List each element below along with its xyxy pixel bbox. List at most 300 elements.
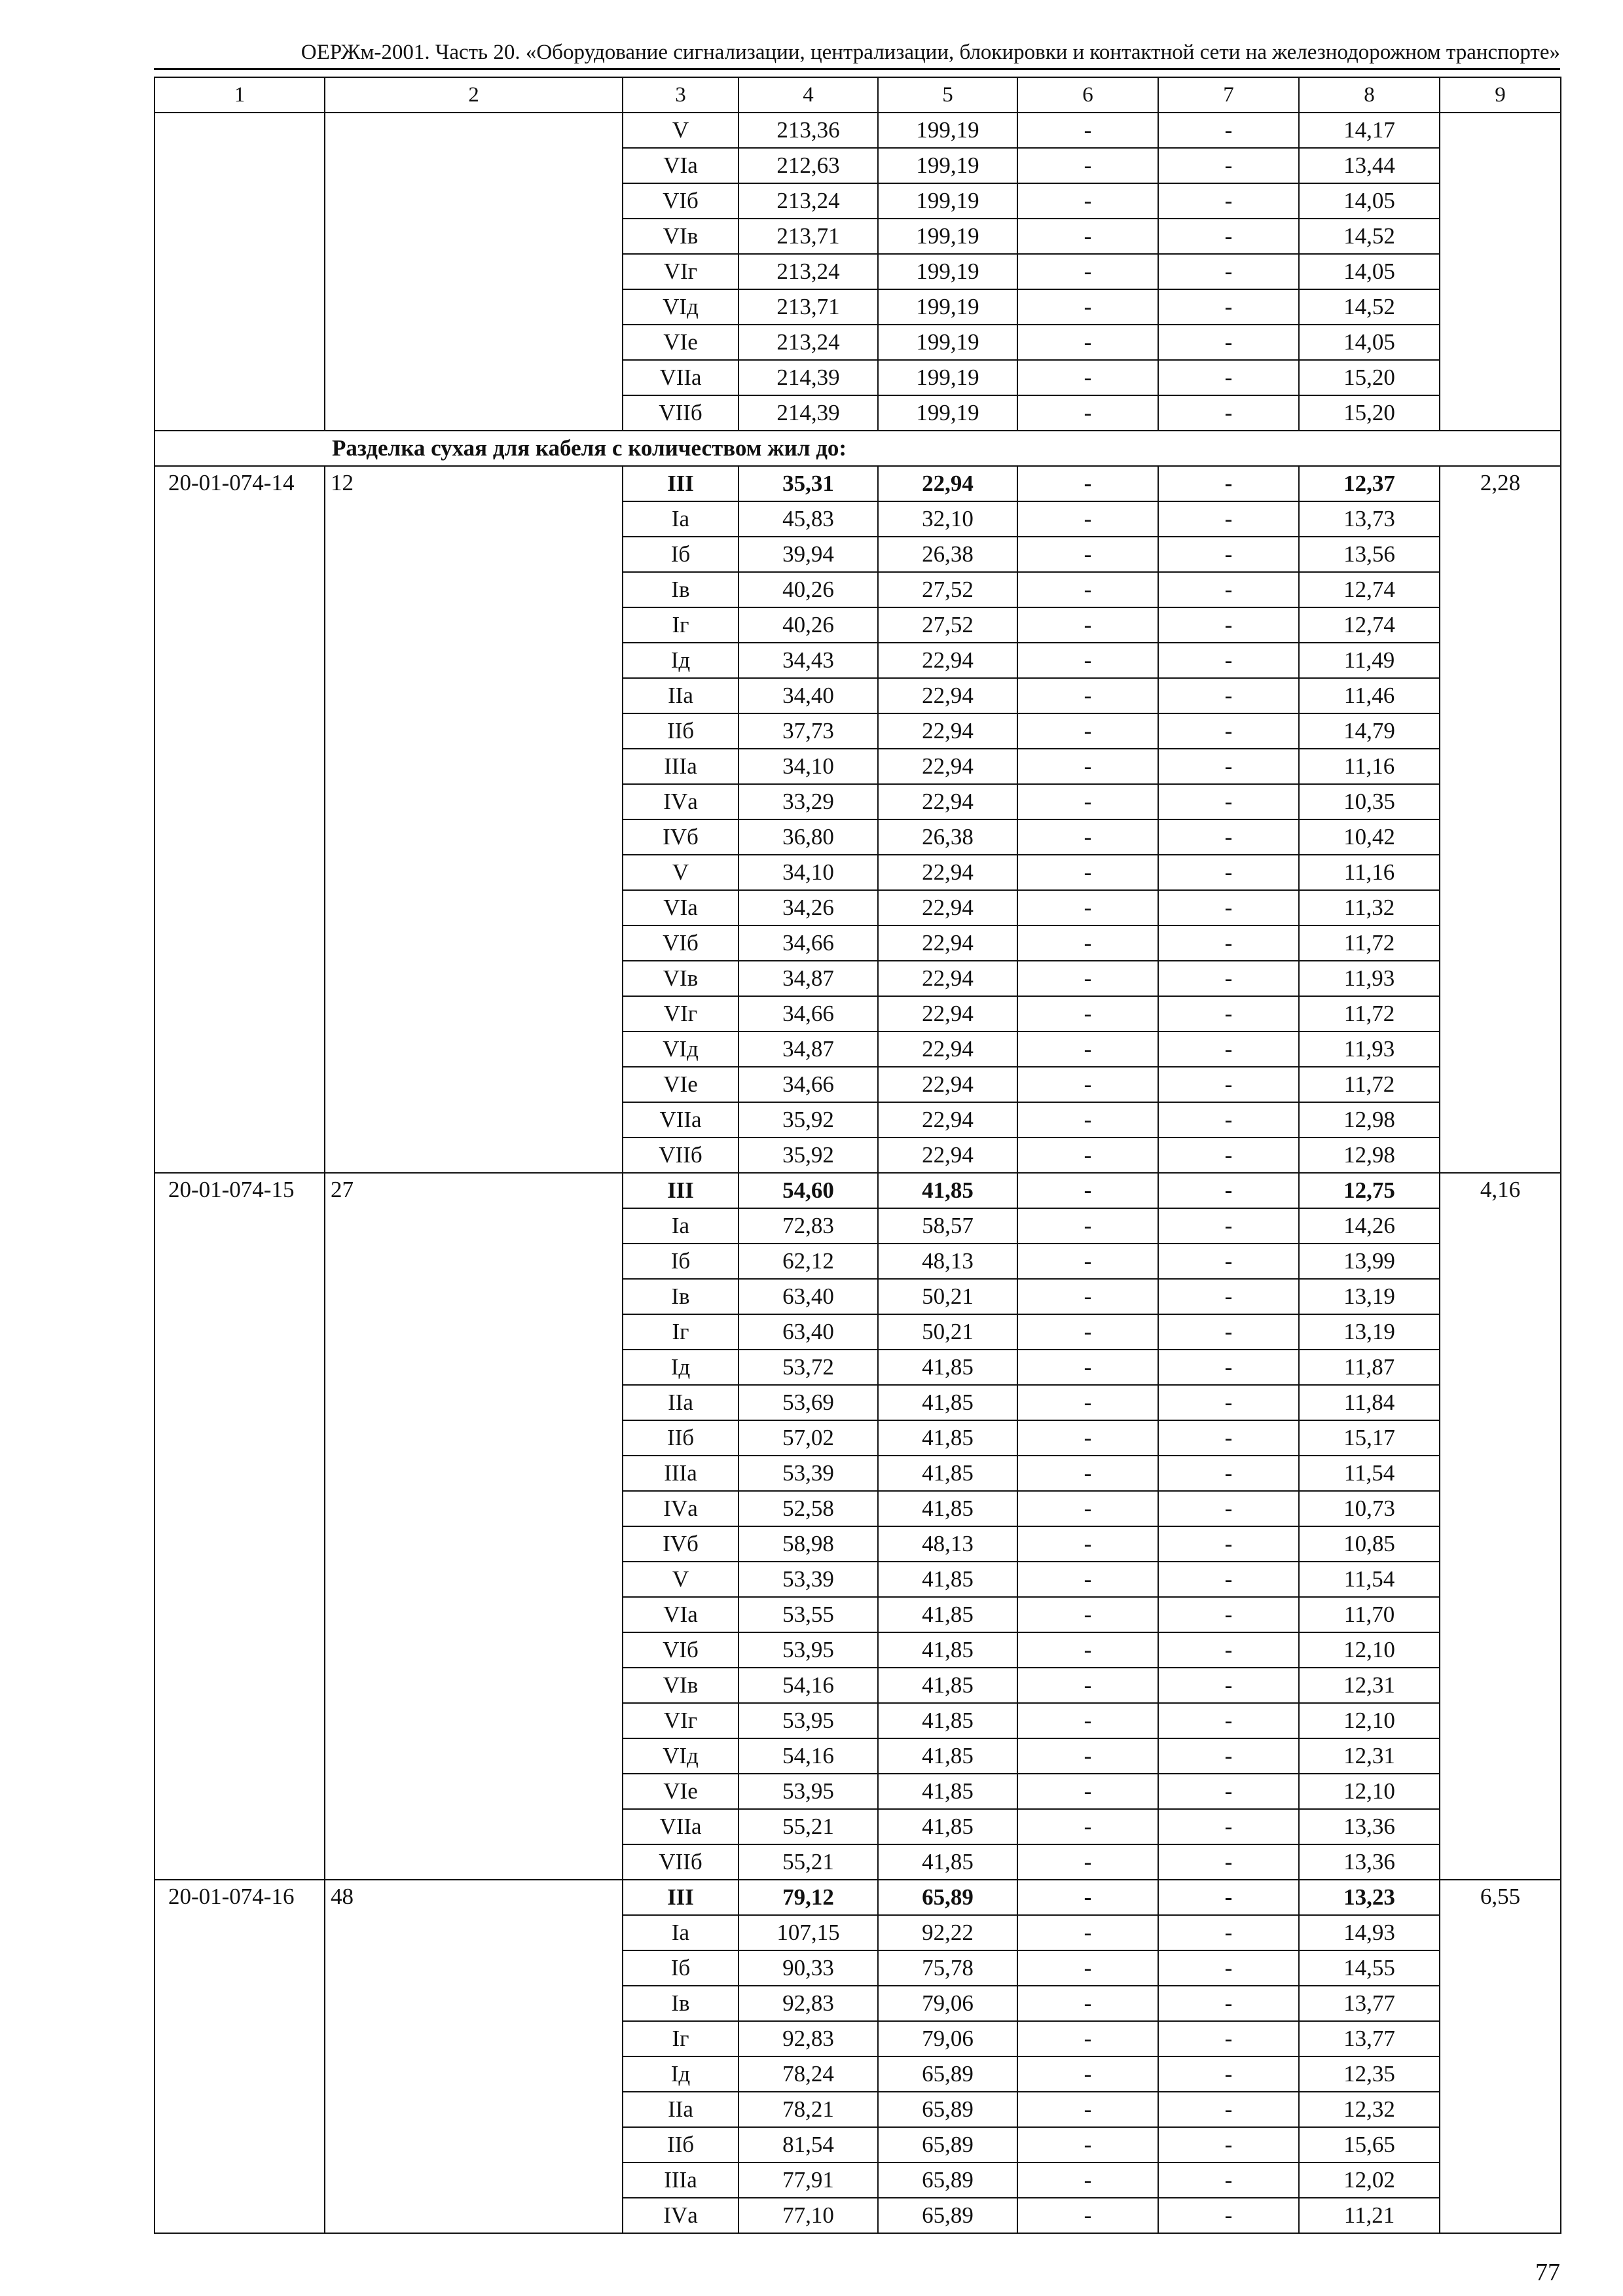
col8-value: 14,52 bbox=[1299, 289, 1440, 325]
column-number: 3 bbox=[623, 77, 739, 113]
col4-value: 39,94 bbox=[739, 537, 878, 572]
col6-value: - bbox=[1017, 678, 1158, 713]
col8-value: 12,35 bbox=[1299, 2056, 1440, 2092]
table-body bbox=[155, 77, 1561, 2233]
col4-value: 54,16 bbox=[739, 1738, 878, 1774]
col8-value: 14,26 bbox=[1299, 1208, 1440, 1244]
col6-value: - bbox=[1017, 1844, 1158, 1880]
item-quantity: 27 bbox=[325, 1173, 623, 1880]
zone-cell: VIе bbox=[623, 1067, 739, 1102]
col4-value: 53,72 bbox=[739, 1350, 878, 1385]
col5-value: 79,06 bbox=[878, 2021, 1017, 2056]
col6-value: - bbox=[1017, 1279, 1158, 1314]
col7-value: - bbox=[1158, 254, 1299, 289]
table-row bbox=[155, 1880, 1561, 1915]
blank-code-cell bbox=[155, 113, 325, 431]
col5-value: 65,89 bbox=[878, 2056, 1017, 2092]
col6-value: - bbox=[1017, 890, 1158, 925]
col8-value: 11,54 bbox=[1299, 1562, 1440, 1597]
col8-value: 11,72 bbox=[1299, 1067, 1440, 1102]
col4-value: 53,69 bbox=[739, 1385, 878, 1420]
col6-value: - bbox=[1017, 749, 1158, 784]
col7-value: - bbox=[1158, 1632, 1299, 1668]
zone-cell: IIа bbox=[623, 1385, 739, 1420]
col5-value: 22,94 bbox=[878, 784, 1017, 819]
col4-value: 34,66 bbox=[739, 1067, 878, 1102]
col7-value: - bbox=[1158, 1844, 1299, 1880]
col4-value: 212,63 bbox=[739, 148, 878, 183]
col4-value: 77,10 bbox=[739, 2198, 878, 2233]
col7-value: - bbox=[1158, 2092, 1299, 2127]
col8-value: 11,54 bbox=[1299, 1456, 1440, 1491]
col7-value: - bbox=[1158, 1102, 1299, 1138]
col8-value: 12,32 bbox=[1299, 2092, 1440, 2127]
zone-cell: VIIб bbox=[623, 1844, 739, 1880]
col8-value: 15,17 bbox=[1299, 1420, 1440, 1456]
col6-value: - bbox=[1017, 1915, 1158, 1950]
col8-value: 11,93 bbox=[1299, 1031, 1440, 1067]
col7-value: - bbox=[1158, 1986, 1299, 2021]
col5-value: 41,85 bbox=[878, 1844, 1017, 1880]
col6-value: - bbox=[1017, 289, 1158, 325]
col5-value: 92,22 bbox=[878, 1915, 1017, 1950]
col6-value: - bbox=[1017, 1208, 1158, 1244]
col7-value: - bbox=[1158, 1491, 1299, 1526]
col8-value: 15,20 bbox=[1299, 395, 1440, 431]
col4-value: 92,83 bbox=[739, 2021, 878, 2056]
zone-cell: III bbox=[623, 1880, 739, 1915]
col4-value: 53,39 bbox=[739, 1456, 878, 1491]
col5-value: 75,78 bbox=[878, 1950, 1017, 1986]
col8-value: 13,77 bbox=[1299, 1986, 1440, 2021]
col4-value: 35,92 bbox=[739, 1138, 878, 1173]
col6-value: - bbox=[1017, 2198, 1158, 2233]
col8-value: 10,85 bbox=[1299, 1526, 1440, 1562]
col8-value: 14,17 bbox=[1299, 113, 1440, 148]
blank-col9-cell bbox=[1440, 113, 1561, 431]
col8-value: 12,74 bbox=[1299, 607, 1440, 643]
zone-cell: IIб bbox=[623, 713, 739, 749]
zone-cell: IVа bbox=[623, 2198, 739, 2233]
zone-cell: VIд bbox=[623, 1738, 739, 1774]
col8-value: 13,36 bbox=[1299, 1809, 1440, 1844]
page-number: 77 bbox=[1535, 2259, 1560, 2286]
col8-value: 13,99 bbox=[1299, 1244, 1440, 1279]
col4-value: 55,21 bbox=[739, 1809, 878, 1844]
col6-value: - bbox=[1017, 1774, 1158, 1809]
zone-cell: Iа bbox=[623, 1208, 739, 1244]
col6-value: - bbox=[1017, 996, 1158, 1031]
col7-value: - bbox=[1158, 1350, 1299, 1385]
col4-value: 40,26 bbox=[739, 607, 878, 643]
zone-cell: VIе bbox=[623, 325, 739, 360]
col5-value: 22,94 bbox=[878, 996, 1017, 1031]
col6-value: - bbox=[1017, 2021, 1158, 2056]
col4-value: 36,80 bbox=[739, 819, 878, 855]
col7-value: - bbox=[1158, 113, 1299, 148]
col8-value: 12,98 bbox=[1299, 1138, 1440, 1173]
col5-value: 41,85 bbox=[878, 1420, 1017, 1456]
zone-cell: Iа bbox=[623, 1915, 739, 1950]
col8-value: 11,49 bbox=[1299, 643, 1440, 678]
col6-value: - bbox=[1017, 148, 1158, 183]
col4-value: 53,95 bbox=[739, 1632, 878, 1668]
col7-value: - bbox=[1158, 1138, 1299, 1173]
col4-value: 35,31 bbox=[739, 466, 878, 501]
col7-value: - bbox=[1158, 395, 1299, 431]
col7-value: - bbox=[1158, 855, 1299, 890]
col8-value: 14,05 bbox=[1299, 325, 1440, 360]
col5-value: 41,85 bbox=[878, 1668, 1017, 1703]
col7-value: - bbox=[1158, 1208, 1299, 1244]
zone-cell: Iг bbox=[623, 1314, 739, 1350]
col7-value: - bbox=[1158, 1738, 1299, 1774]
zone-cell: VIв bbox=[623, 1668, 739, 1703]
col6-value: - bbox=[1017, 1102, 1158, 1138]
col4-value: 52,58 bbox=[739, 1491, 878, 1526]
col5-value: 199,19 bbox=[878, 254, 1017, 289]
zone-cell: Iв bbox=[623, 1279, 739, 1314]
col6-value: - bbox=[1017, 643, 1158, 678]
column-number: 6 bbox=[1017, 77, 1158, 113]
col6-value: - bbox=[1017, 1950, 1158, 1986]
col4-value: 72,83 bbox=[739, 1208, 878, 1244]
column-number: 7 bbox=[1158, 77, 1299, 113]
col5-value: 22,94 bbox=[878, 678, 1017, 713]
col5-value: 22,94 bbox=[878, 1031, 1017, 1067]
zone-cell: VIг bbox=[623, 254, 739, 289]
col4-value: 53,95 bbox=[739, 1703, 878, 1738]
col8-value: 10,73 bbox=[1299, 1491, 1440, 1526]
col6-value: - bbox=[1017, 855, 1158, 890]
col8-value: 11,46 bbox=[1299, 678, 1440, 713]
table-row bbox=[155, 1173, 1561, 1208]
item-quantity: 12 bbox=[325, 466, 623, 1173]
col8-value: 14,79 bbox=[1299, 713, 1440, 749]
col7-value: - bbox=[1158, 1562, 1299, 1597]
col5-value: 48,13 bbox=[878, 1244, 1017, 1279]
col7-value: - bbox=[1158, 2162, 1299, 2198]
col4-value: 34,66 bbox=[739, 996, 878, 1031]
col7-value: - bbox=[1158, 1456, 1299, 1491]
col8-value: 12,10 bbox=[1299, 1703, 1440, 1738]
col7-value: - bbox=[1158, 1314, 1299, 1350]
col7-value: - bbox=[1158, 1420, 1299, 1456]
zone-cell: Iг bbox=[623, 2021, 739, 2056]
col4-value: 77,91 bbox=[739, 2162, 878, 2198]
zone-cell: IVб bbox=[623, 819, 739, 855]
col8-value: 11,16 bbox=[1299, 749, 1440, 784]
col5-value: 50,21 bbox=[878, 1279, 1017, 1314]
price-table bbox=[154, 77, 1561, 2234]
col8-value: 11,93 bbox=[1299, 961, 1440, 996]
zone-cell: VIIб bbox=[623, 395, 739, 431]
col4-value: 107,15 bbox=[739, 1915, 878, 1950]
col6-value: - bbox=[1017, 466, 1158, 501]
col4-value: 53,39 bbox=[739, 1562, 878, 1597]
col6-value: - bbox=[1017, 1067, 1158, 1102]
col4-value: 34,87 bbox=[739, 961, 878, 996]
col6-value: - bbox=[1017, 925, 1158, 961]
col7-value: - bbox=[1158, 325, 1299, 360]
item-code: 20-01-074-15 bbox=[155, 1173, 325, 1880]
zone-cell: V bbox=[623, 1562, 739, 1597]
section-title: Разделка сухая для кабеля с количеством жил до: bbox=[155, 431, 1561, 466]
column-number: 2 bbox=[325, 77, 623, 113]
col5-value: 22,94 bbox=[878, 1102, 1017, 1138]
col5-value: 41,85 bbox=[878, 1385, 1017, 1420]
col7-value: - bbox=[1158, 572, 1299, 607]
col7-value: - bbox=[1158, 1880, 1299, 1915]
col8-value: 13,77 bbox=[1299, 2021, 1440, 2056]
col8-value: 12,74 bbox=[1299, 572, 1440, 607]
zone-cell: VIд bbox=[623, 1031, 739, 1067]
zone-cell: IIа bbox=[623, 678, 739, 713]
col7-value: - bbox=[1158, 2056, 1299, 2092]
col4-value: 81,54 bbox=[739, 2127, 878, 2162]
col7-value: - bbox=[1158, 1244, 1299, 1279]
col8-value: 12,02 bbox=[1299, 2162, 1440, 2198]
col8-value: 14,55 bbox=[1299, 1950, 1440, 1986]
column-number-row bbox=[155, 77, 1561, 113]
col8-value: 11,32 bbox=[1299, 890, 1440, 925]
zone-cell: IIIа bbox=[623, 2162, 739, 2198]
column-number: 4 bbox=[739, 77, 878, 113]
zone-cell: VIд bbox=[623, 289, 739, 325]
col6-value: - bbox=[1017, 2092, 1158, 2127]
col7-value: - bbox=[1158, 1703, 1299, 1738]
zone-cell: Iд bbox=[623, 1350, 739, 1385]
zone-cell: IIа bbox=[623, 2092, 739, 2127]
col8-value: 12,31 bbox=[1299, 1738, 1440, 1774]
col6-value: - bbox=[1017, 1668, 1158, 1703]
col4-value: 62,12 bbox=[739, 1244, 878, 1279]
item-code: 20-01-074-14 bbox=[155, 466, 325, 1173]
col6-value: - bbox=[1017, 1986, 1158, 2021]
col7-value: - bbox=[1158, 1915, 1299, 1950]
col7-value: - bbox=[1158, 501, 1299, 537]
col8-value: 10,42 bbox=[1299, 819, 1440, 855]
col5-value: 199,19 bbox=[878, 325, 1017, 360]
col5-value: 199,19 bbox=[878, 360, 1017, 395]
col8-value: 11,21 bbox=[1299, 2198, 1440, 2233]
col6-value: - bbox=[1017, 1244, 1158, 1279]
col8-value: 14,05 bbox=[1299, 254, 1440, 289]
col6-value: - bbox=[1017, 1385, 1158, 1420]
col4-value: 213,24 bbox=[739, 183, 878, 219]
col5-value: 41,85 bbox=[878, 1456, 1017, 1491]
zone-cell: VIа bbox=[623, 148, 739, 183]
col6-value: - bbox=[1017, 1420, 1158, 1456]
col6-value: - bbox=[1017, 1138, 1158, 1173]
col8-value: 14,93 bbox=[1299, 1915, 1440, 1950]
col4-value: 34,66 bbox=[739, 925, 878, 961]
col7-value: - bbox=[1158, 784, 1299, 819]
col7-value: - bbox=[1158, 1668, 1299, 1703]
col4-value: 63,40 bbox=[739, 1314, 878, 1350]
col8-value: 11,72 bbox=[1299, 996, 1440, 1031]
col5-value: 50,21 bbox=[878, 1314, 1017, 1350]
zone-cell: Iд bbox=[623, 643, 739, 678]
col6-value: - bbox=[1017, 1738, 1158, 1774]
col5-value: 41,85 bbox=[878, 1173, 1017, 1208]
col6-value: - bbox=[1017, 1632, 1158, 1668]
col4-value: 213,24 bbox=[739, 254, 878, 289]
col7-value: - bbox=[1158, 2198, 1299, 2233]
zone-cell: IIб bbox=[623, 2127, 739, 2162]
header-rule bbox=[154, 68, 1560, 70]
col4-value: 34,43 bbox=[739, 643, 878, 678]
zone-cell: Iа bbox=[623, 501, 739, 537]
col4-value: 79,12 bbox=[739, 1880, 878, 1915]
zone-cell: VIб bbox=[623, 925, 739, 961]
col6-value: - bbox=[1017, 784, 1158, 819]
col4-value: 40,26 bbox=[739, 572, 878, 607]
col6-value: - bbox=[1017, 254, 1158, 289]
col6-value: - bbox=[1017, 1597, 1158, 1632]
col5-value: 41,85 bbox=[878, 1597, 1017, 1632]
col6-value: - bbox=[1017, 113, 1158, 148]
col5-value: 48,13 bbox=[878, 1526, 1017, 1562]
col6-value: - bbox=[1017, 1314, 1158, 1350]
col8-value: 11,84 bbox=[1299, 1385, 1440, 1420]
col6-value: - bbox=[1017, 713, 1158, 749]
zone-cell: VIа bbox=[623, 890, 739, 925]
col8-value: 11,16 bbox=[1299, 855, 1440, 890]
col5-value: 65,89 bbox=[878, 2092, 1017, 2127]
zone-cell: Iд bbox=[623, 2056, 739, 2092]
col8-value: 13,36 bbox=[1299, 1844, 1440, 1880]
section-title-row bbox=[155, 431, 1561, 466]
zone-cell: VIIа bbox=[623, 360, 739, 395]
col5-value: 65,89 bbox=[878, 1880, 1017, 1915]
zone-cell: VIв bbox=[623, 219, 739, 254]
col7-value: - bbox=[1158, 890, 1299, 925]
col7-value: - bbox=[1158, 1031, 1299, 1067]
zone-cell: V bbox=[623, 855, 739, 890]
col5-value: 65,89 bbox=[878, 2198, 1017, 2233]
col8-value: 14,52 bbox=[1299, 219, 1440, 254]
column-number: 8 bbox=[1299, 77, 1440, 113]
column-number: 1 bbox=[155, 77, 325, 113]
col4-value: 90,33 bbox=[739, 1950, 878, 1986]
col4-value: 213,24 bbox=[739, 325, 878, 360]
col4-value: 54,16 bbox=[739, 1668, 878, 1703]
col9-value: 2,28 bbox=[1440, 466, 1561, 1173]
col4-value: 53,55 bbox=[739, 1597, 878, 1632]
zone-cell: IIIа bbox=[623, 1456, 739, 1491]
col6-value: - bbox=[1017, 1491, 1158, 1526]
col6-value: - bbox=[1017, 1809, 1158, 1844]
col6-value: - bbox=[1017, 1456, 1158, 1491]
zone-cell: VIIа bbox=[623, 1102, 739, 1138]
col5-value: 22,94 bbox=[878, 713, 1017, 749]
col8-value: 13,73 bbox=[1299, 501, 1440, 537]
col5-value: 22,94 bbox=[878, 890, 1017, 925]
zone-cell: V bbox=[623, 113, 739, 148]
zone-cell: Iг bbox=[623, 607, 739, 643]
col4-value: 34,40 bbox=[739, 678, 878, 713]
col4-value: 37,73 bbox=[739, 713, 878, 749]
col5-value: 41,85 bbox=[878, 1738, 1017, 1774]
col5-value: 58,57 bbox=[878, 1208, 1017, 1244]
col9-value: 4,16 bbox=[1440, 1173, 1561, 1880]
col6-value: - bbox=[1017, 2162, 1158, 2198]
col7-value: - bbox=[1158, 537, 1299, 572]
col6-value: - bbox=[1017, 1031, 1158, 1067]
zone-cell: Iб bbox=[623, 1950, 739, 1986]
col5-value: 79,06 bbox=[878, 1986, 1017, 2021]
col4-value: 55,21 bbox=[739, 1844, 878, 1880]
col7-value: - bbox=[1158, 148, 1299, 183]
item-quantity: 48 bbox=[325, 1880, 623, 2233]
zone-cell: VIб bbox=[623, 183, 739, 219]
col7-value: - bbox=[1158, 1173, 1299, 1208]
col7-value: - bbox=[1158, 678, 1299, 713]
col5-value: 41,85 bbox=[878, 1491, 1017, 1526]
zone-cell: IVа bbox=[623, 1491, 739, 1526]
zone-cell: VIа bbox=[623, 1597, 739, 1632]
col5-value: 22,94 bbox=[878, 749, 1017, 784]
col5-value: 22,94 bbox=[878, 925, 1017, 961]
col7-value: - bbox=[1158, 466, 1299, 501]
table-row bbox=[155, 466, 1561, 501]
col6-value: - bbox=[1017, 961, 1158, 996]
col7-value: - bbox=[1158, 1774, 1299, 1809]
col6-value: - bbox=[1017, 2127, 1158, 2162]
col6-value: - bbox=[1017, 572, 1158, 607]
col6-value: - bbox=[1017, 607, 1158, 643]
col8-value: 10,35 bbox=[1299, 784, 1440, 819]
col8-value: 12,31 bbox=[1299, 1668, 1440, 1703]
col4-value: 58,98 bbox=[739, 1526, 878, 1562]
col7-value: - bbox=[1158, 360, 1299, 395]
col4-value: 34,26 bbox=[739, 890, 878, 925]
col5-value: 22,94 bbox=[878, 961, 1017, 996]
col5-value: 41,85 bbox=[878, 1632, 1017, 1668]
col6-value: - bbox=[1017, 537, 1158, 572]
zone-cell: Iб bbox=[623, 537, 739, 572]
zone-cell: III bbox=[623, 1173, 739, 1208]
col4-value: 53,95 bbox=[739, 1774, 878, 1809]
col4-value: 54,60 bbox=[739, 1173, 878, 1208]
col7-value: - bbox=[1158, 925, 1299, 961]
col4-value: 214,39 bbox=[739, 360, 878, 395]
col5-value: 26,38 bbox=[878, 537, 1017, 572]
col6-value: - bbox=[1017, 1350, 1158, 1385]
col4-value: 34,10 bbox=[739, 749, 878, 784]
col8-value: 11,70 bbox=[1299, 1597, 1440, 1632]
col4-value: 213,36 bbox=[739, 113, 878, 148]
col6-value: - bbox=[1017, 360, 1158, 395]
col5-value: 41,85 bbox=[878, 1809, 1017, 1844]
col8-value: 15,20 bbox=[1299, 360, 1440, 395]
col5-value: 199,19 bbox=[878, 183, 1017, 219]
col5-value: 199,19 bbox=[878, 219, 1017, 254]
col8-value: 12,98 bbox=[1299, 1102, 1440, 1138]
col7-value: - bbox=[1158, 1597, 1299, 1632]
zone-cell: VIв bbox=[623, 961, 739, 996]
col8-value: 13,44 bbox=[1299, 148, 1440, 183]
col4-value: 34,87 bbox=[739, 1031, 878, 1067]
col8-value: 15,65 bbox=[1299, 2127, 1440, 2162]
col6-value: - bbox=[1017, 1526, 1158, 1562]
col7-value: - bbox=[1158, 1385, 1299, 1420]
col8-value: 13,19 bbox=[1299, 1314, 1440, 1350]
col7-value: - bbox=[1158, 183, 1299, 219]
col5-value: 199,19 bbox=[878, 395, 1017, 431]
col4-value: 35,92 bbox=[739, 1102, 878, 1138]
